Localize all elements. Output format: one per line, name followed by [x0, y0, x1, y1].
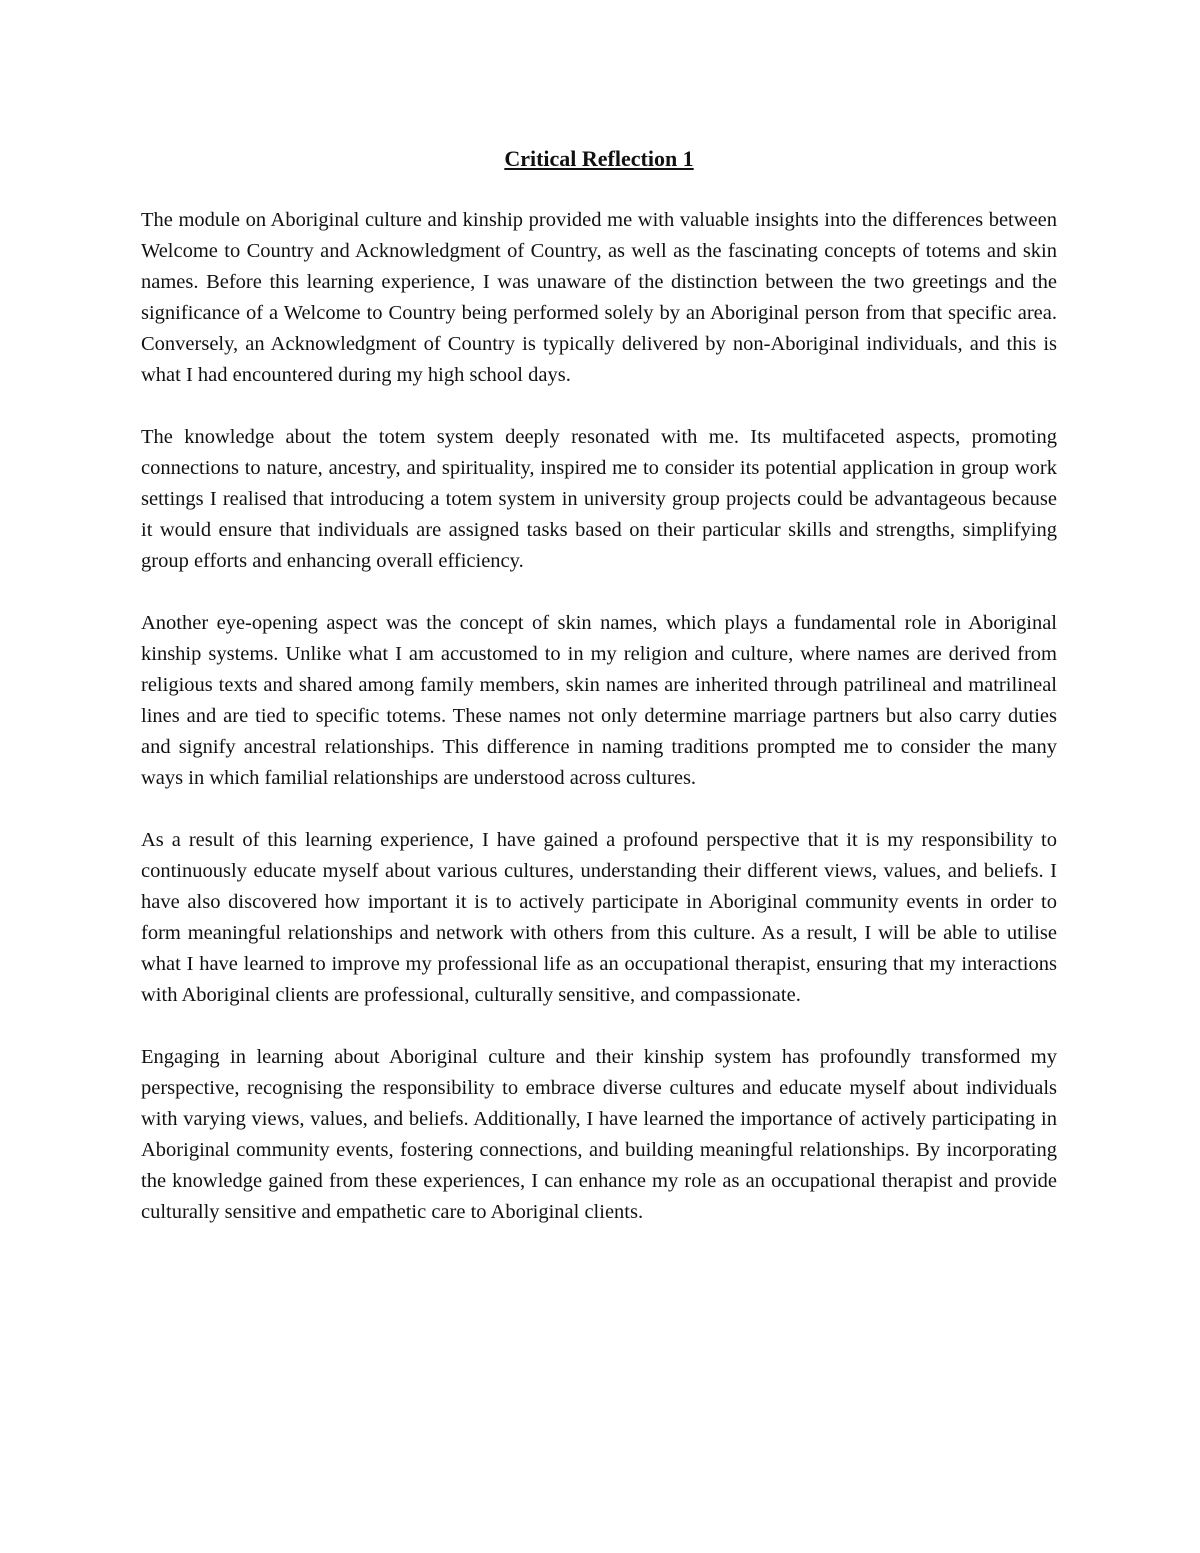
paragraph-2: The knowledge about the totem system deeply resonated with me. Its multifaceted aspects, promoting connections to nature, ancestry, and spirituality, inspired me to consider its potential application in group work settings I realised that introducing a totem system in university group projects could be advantageous because it would ensure that individuals are assigned tasks based on their particular skills and strengths, simplifying group efforts and enhancing overall efficiency.	[141, 426, 1057, 572]
paragraph-3: Another eye-opening aspect was the concept of skin names, which plays a fundamental role in Aboriginal kinship systems. Unlike what I am accustomed to in my religion and culture, where names are derived from religious texts and shared among family members, skin names are inherited through patrilineal and matrilineal lines and are tied to specific totems. These names not only determine marriage partners but also carry duties and signify ancestral relationships. This difference in naming traditions prompted me to consider the many ways in which familial relationships are understood across cultures.	[141, 612, 1057, 789]
document-body	[141, 143, 1057, 1259]
paragraph-5: Engaging in learning about Aboriginal culture and their kinship system has profoundly transformed my perspective, recognising the responsibility to embrace diverse cultures and educate myself about individuals with varying views, values, and beliefs. Additionally, I have learned the importance of actively participating in Aboriginal community events, fostering connections, and building meaningful relationships. By incorporating the knowledge gained from these experiences, I can enhance my role as an occupational therapist and provide culturally sensitive and empathetic care to Aboriginal clients.	[141, 1046, 1057, 1223]
paragraph-1: The module on Aboriginal culture and kinship provided me with valuable insights into the differences between Welcome to Country and Acknowledgment of Country, as well as the fascinating concepts of totems and skin names. Before this learning experience, I was unaware of the distinction between the two greetings and the significance of a Welcome to Country being performed solely by an Aboriginal person from that specific area. Conversely, an Acknowledgment of Country is typically delivered by non-Aboriginal individuals, and this is what I had encountered during my high school days.	[141, 209, 1057, 386]
paragraph-4: As a result of this learning experience, I have gained a profound perspective that it is my responsibility to continuously educate myself about various cultures, understanding their different views, values, and beliefs. I have also discovered how important it is to actively participate in Aboriginal community events in order to form meaningful relationships and network with others from this culture. As a result, I will be able to utilise what I have learned to improve my professional life as an occupational therapist, ensuring that my interactions with Aboriginal clients are professional, culturally sensitive, and compassionate.	[141, 829, 1057, 1006]
document-title: Critical Reflection 1	[504, 146, 694, 171]
